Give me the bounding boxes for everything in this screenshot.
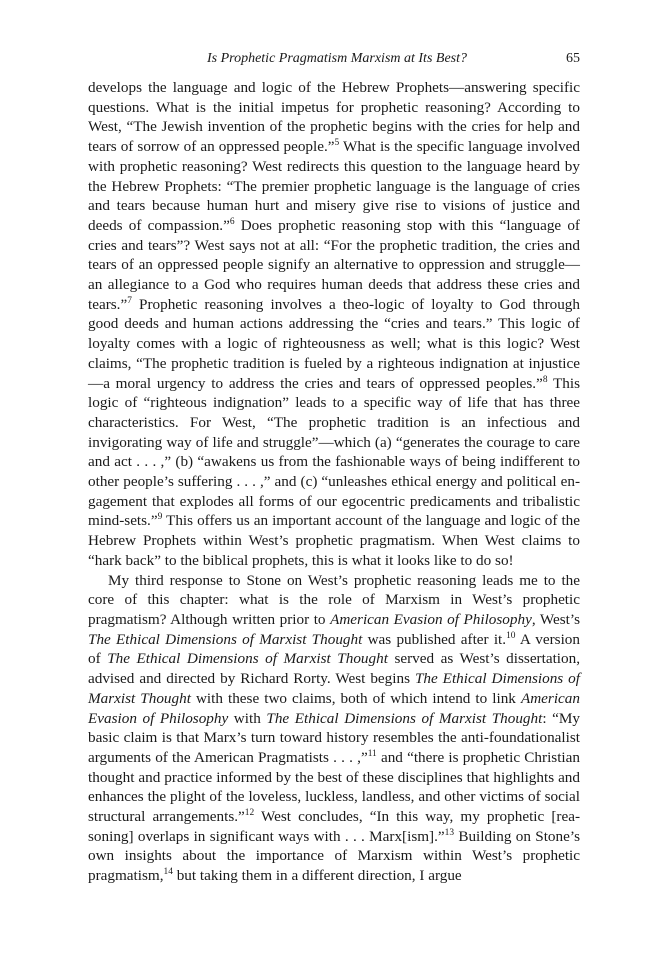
book-title: The Ethical Dimensions of Marxist Thought	[107, 650, 388, 668]
text-run: served as West’s dissertation, advised and directed by Richard Rorty. West begins	[88, 650, 581, 688]
footnote-marker: 9	[157, 512, 163, 523]
text-run: was published after it.	[362, 630, 507, 648]
text-run: and “there is prophetic Christian thought and practice informed by the best of these disciplines that highlights and enhances the plight of the loveless, luckless, landless, and other victims of social structural arrangements.”	[88, 748, 580, 826]
footnote-marker: 11	[367, 749, 377, 760]
footnote-marker: 6	[229, 217, 235, 228]
book-title: American Evasion of Philosophy	[88, 689, 580, 727]
text-run: Prophetic reasoning involves a theo-logic of loyalty to God through good deeds and human actions addressing the “cries and tears.” This logic of loyalty comes with a logic of righteousness as well; what is this logic? West claims, “The prophetic tradition is fueled by a righteous indignation at injustice—a moral urgency to address the cries and tears of oppressed peoples.”	[88, 295, 580, 392]
text-run: but taking them in a different direction, I argue	[172, 867, 462, 885]
body-paragraph	[88, 571, 580, 886]
text-run: West concludes, “In this way, my prophetic [reasoning] overlaps in significant ways with . . . Marx[ism].”	[88, 808, 581, 845]
running-header-title: Is Prophetic Pragmatism Marxism at Its Best?	[206, 51, 467, 66]
footnote-marker: 12	[244, 808, 255, 819]
footnote-marker: 7	[127, 295, 132, 306]
footnote-marker: 8	[542, 374, 548, 385]
book-title: American Evasion of Philosophy	[330, 610, 532, 628]
footnote-marker: 13	[444, 827, 455, 838]
text-run: My third response to Stone on West’s prophetic reasoning leads me to the core of this chapter: what is the role of Marxism in West’s prophetic pragmatism? Although written prior to	[88, 571, 580, 628]
footnote-marker: 14	[163, 867, 173, 878]
text-run: develops the language and logic of the Hebrew Prophets—answering specific questions. What is the initial impetus for prophetic reasoning? According to West, “The Jewish invention of the prophetic begins with the cries for help and tears of sorrow of an oppressed people.”	[88, 79, 580, 156]
body-text	[88, 78, 580, 886]
running-header	[88, 49, 580, 69]
text-run: A version of	[88, 630, 580, 668]
book-title: The Ethical Dimensions of Marxist Thought	[88, 630, 363, 648]
text-run: What is the specific language involved with prophetic reasoning? West redirects this question to the language heard by the Hebrew Prophets: “The premier prophetic language is the language of cries and tears because human hurt and misery give rise to visions of justice and deeds of compassion.”	[88, 138, 580, 234]
book-title: The Ethical Dimensions of Marxist Thought	[266, 709, 543, 727]
text-run: with	[228, 709, 267, 727]
page-number: 65	[566, 51, 580, 66]
text-run: , West’s	[531, 610, 581, 628]
text-run: Does prophetic reasoning stop with this “language of cries and tears”? West says not at all: “For the prophetic tradition, the cries and tears of an oppressed people signify an alternative to oppression and struggle—an allegiance to a God who requires human deeds that address these cries and tears.”	[88, 216, 580, 313]
footnote-marker: 10	[506, 630, 516, 641]
text-run: : “My basic claim is that Marx’s turn toward history resembles the anti-foundationalist arguments of the American Pragmatists . . . ,”	[88, 709, 580, 766]
text-run: with these two claims, both of which intend to link	[190, 689, 521, 707]
text-run: Building on Stone’s own insights about the importance of Marxism within West’s prophetic pragmatism,	[88, 827, 580, 885]
book-title: The Ethical Dimensions of Marxist Thought	[88, 670, 580, 707]
footnote-marker: 5	[334, 138, 340, 149]
text-run: This logic of “righteous indignation” leads to a specific way of life that has three characteristics. For West, “The prophetic tradition is an infectious and invigorating way of life and struggle”—which (a) “generates the courage to care and act . . . ,” (b) “awakens us from the fashionable ways of being indifferent to other people’s suffering . . . ,” and (c) “unleashes ethical energy and political engagement that explodes all forms of our egocentric predicaments and tribalistic mind-sets.”	[88, 374, 580, 530]
text-run: This offers us an important account of the language and logic of the Hebrew Prophets within West’s prophetic pragmatism. When West claims to “hark back” to the biblical prophets, this is what it looks like to do so!	[88, 512, 580, 569]
body-paragraph	[88, 78, 580, 571]
